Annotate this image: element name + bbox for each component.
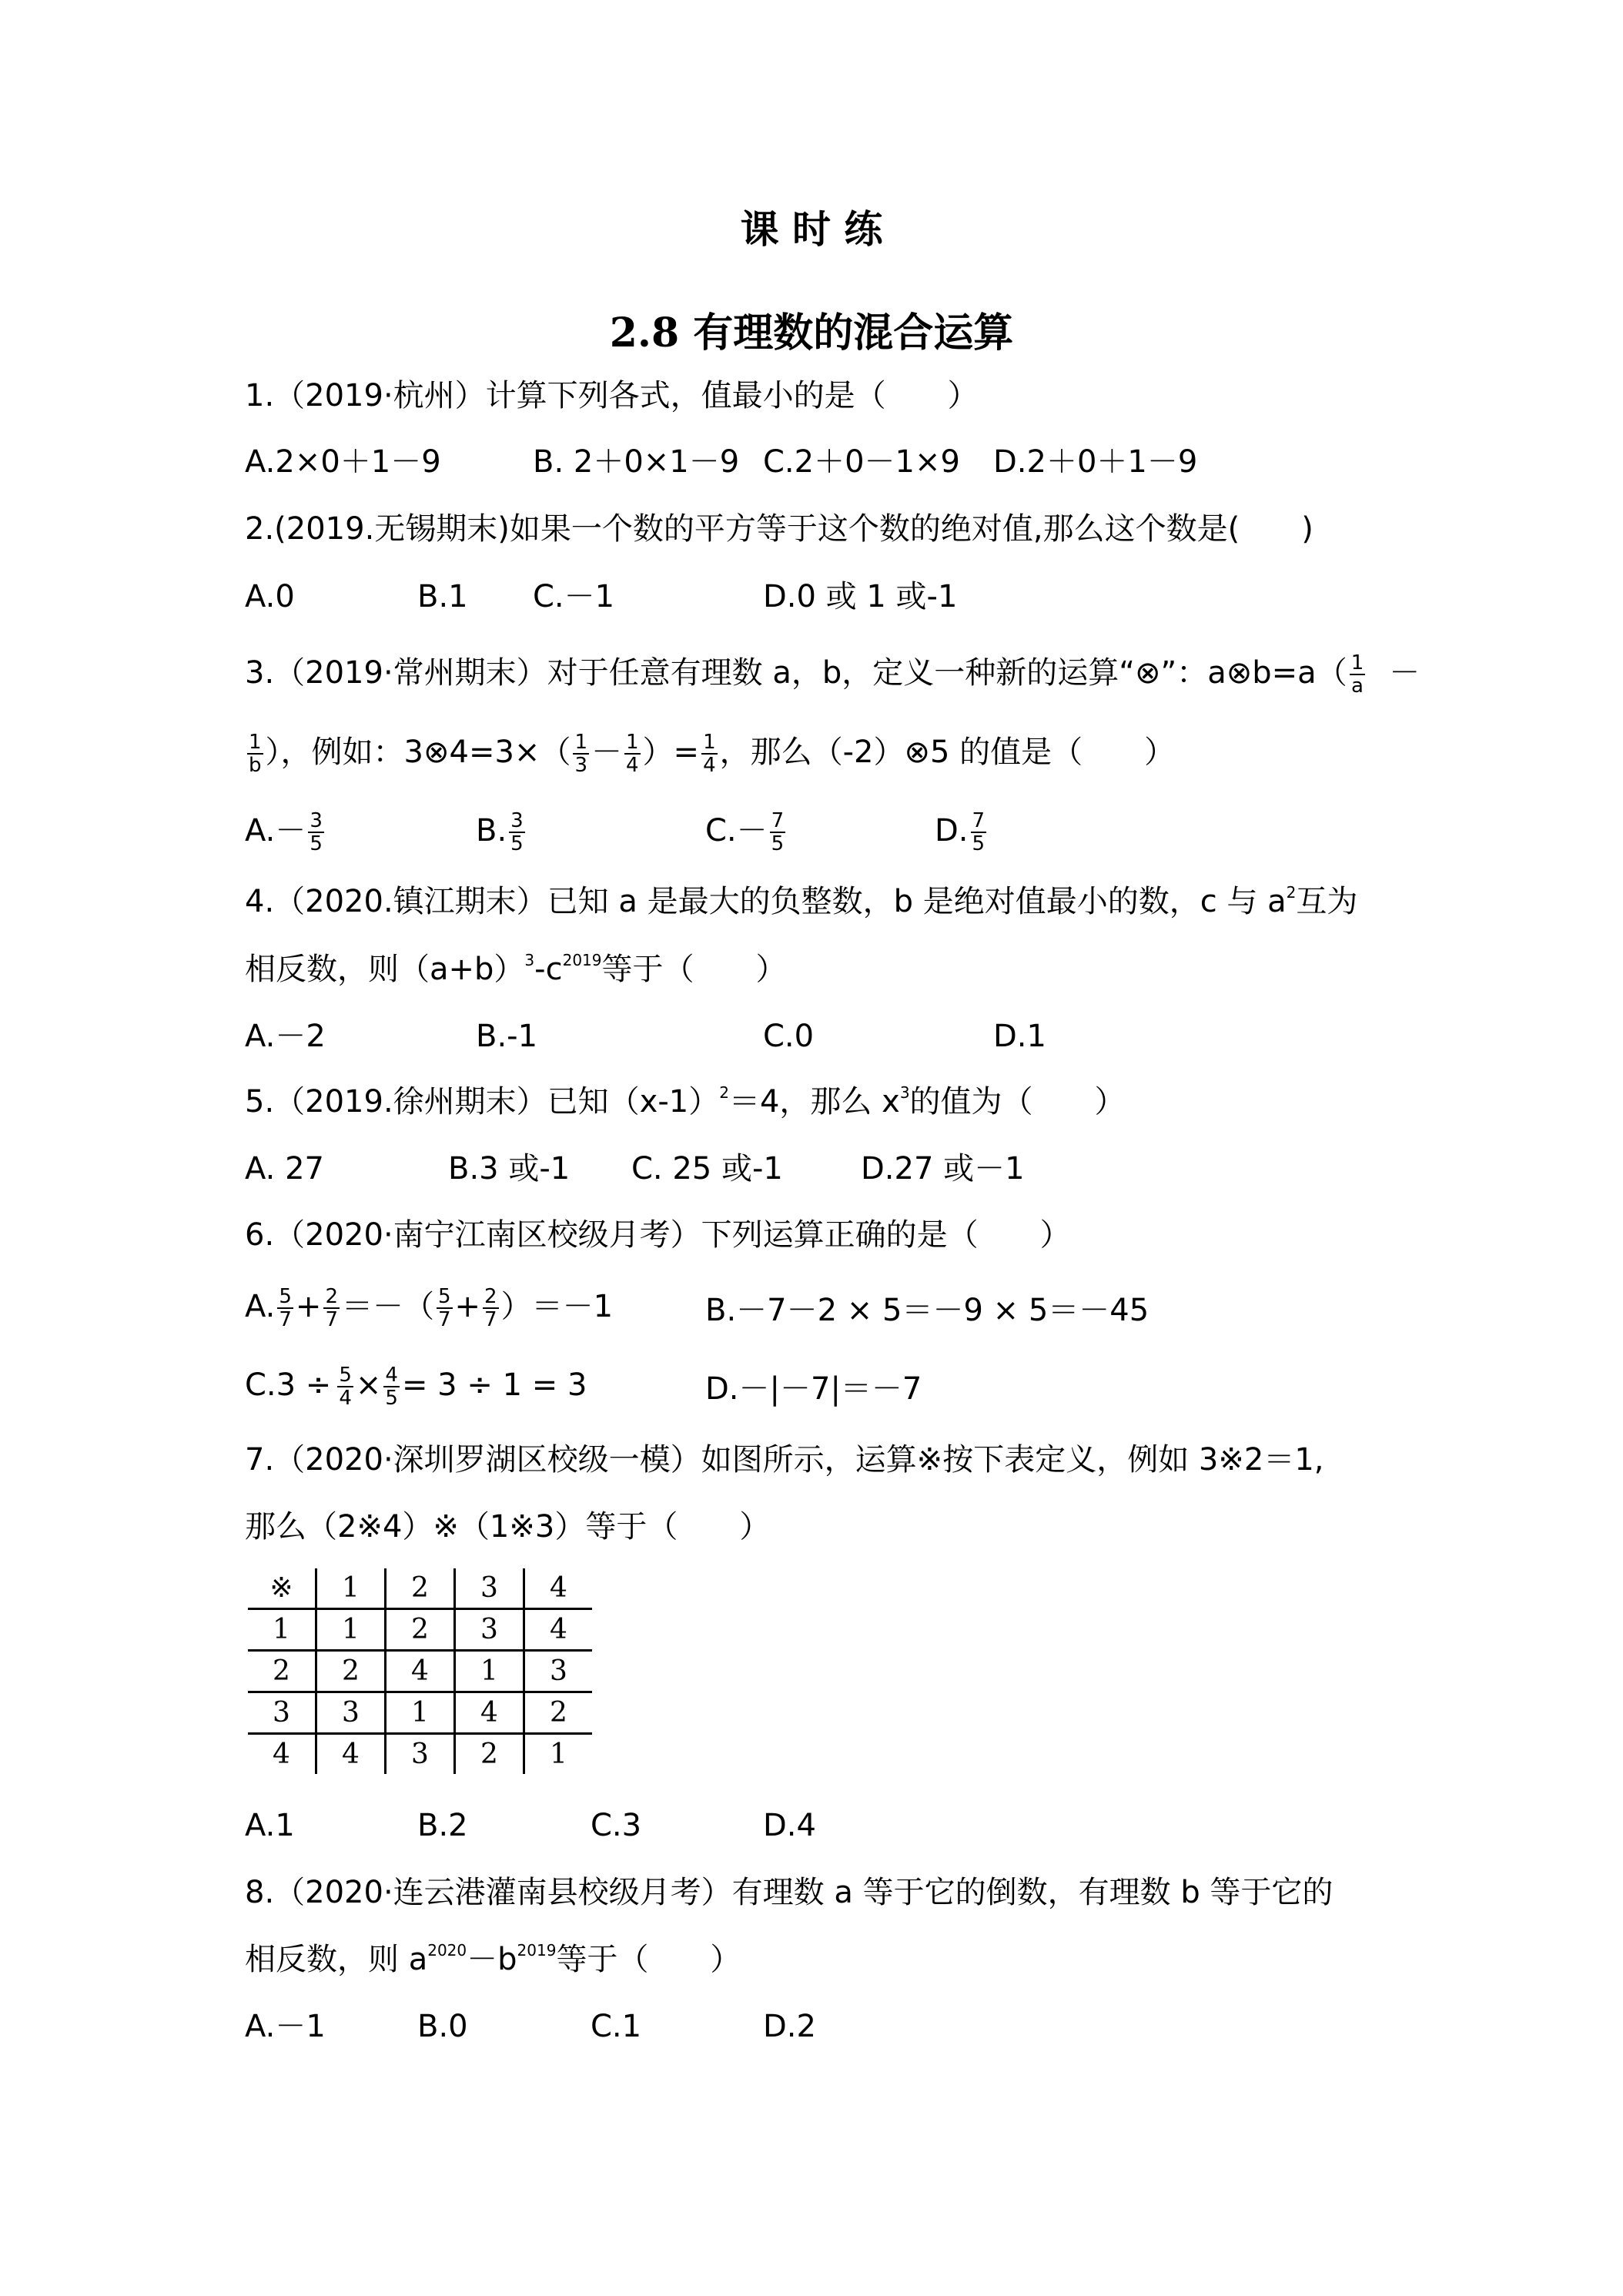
q5-option-b: B.3 或-1	[448, 1151, 571, 1186]
q3-option-c: C.－ $\frac{7}{5}$	[705, 809, 785, 855]
table-cell: 4	[316, 1734, 386, 1775]
question-6-stem: 6.（2020·南宁江南区校级月考）下列运算正确的是（ ）	[245, 1217, 1071, 1253]
table-row	[248, 1609, 592, 1651]
fraction: $\frac{1}{4}$	[626, 731, 639, 777]
question-7-stem-line1: 7.（2020·深圳罗湖区校级一模）如图所示，运算※按下表定义，例如 3※2＝1,	[245, 1442, 1324, 1478]
table-cell: 2	[386, 1609, 455, 1651]
q5-option-a: A. 27	[245, 1151, 324, 1186]
table-row	[248, 1734, 592, 1775]
table-cell: 4	[524, 1568, 593, 1609]
q4-option-c: C.0	[763, 1019, 815, 1054]
table-cell: 3	[386, 1734, 455, 1775]
q8-option-c: C.1	[591, 2009, 642, 2044]
q7-option-a: A.1	[245, 1808, 295, 1843]
q2-option-d: D.0 或 1 或-1	[763, 579, 958, 614]
q2-option-b: B.1	[417, 579, 468, 614]
table-cell: 3	[524, 1651, 593, 1692]
table-cell: 2	[386, 1568, 455, 1609]
fraction: $\frac{1}{4}$	[703, 731, 716, 777]
table-cell: 3	[455, 1568, 524, 1609]
question-5-stem: 5.（2019.徐州期末）已知$(x-1)^2=4$，那么 $x^3$的值为（ ）	[245, 1083, 1126, 1120]
question-3-stem-line2: $\frac{1}{b}$ ），例如：3⊗4=3×（ $\frac{1}{3}$ － $\frac{1}{4}$ ）= $\frac{1}{4}$ ，那么（-2）⊗5 的值是（ ）	[249, 731, 1176, 777]
table-cell: 1	[550, 1739, 567, 1770]
table-cell: 3	[455, 1609, 524, 1651]
q6-option-b: B.－7－2 × 5＝－9 × 5＝－45	[705, 1293, 1149, 1328]
table-cell: 4	[248, 1734, 316, 1775]
question-1-stem: 1.（2019·杭州）计算下列各式，值最小的是（ ）	[245, 378, 979, 413]
operation-table	[248, 1568, 592, 1774]
q2-option-c: C.－1	[533, 579, 615, 614]
fraction: $\frac{1}{3}$	[574, 731, 587, 777]
table-cell: 3	[316, 1692, 386, 1734]
table-cell: 2	[455, 1734, 524, 1775]
q6-option-c: C.3 ÷ $\frac{5}{4}$ × $\frac{4}{5}$ = 3 ÷ 1 = 3	[245, 1364, 587, 1410]
q8-option-d: D.2	[763, 2009, 816, 2044]
q6-option-d: D.－|－7|＝－7	[705, 1371, 922, 1407]
table-cell: 4	[386, 1651, 455, 1692]
table-cell: 3	[248, 1692, 316, 1734]
table-cell: 1	[316, 1609, 386, 1651]
table-cell: 2	[524, 1692, 593, 1734]
question-4-stem-line2: 相反数，则$(a+b)^3-c^{2019}$等于（ ）	[245, 951, 787, 987]
question-2-stem: 2.(2019.无锡期末)如果一个数的平方等于这个数的绝对值,那么这个数是( )	[245, 511, 1313, 547]
table-cell: 4	[524, 1609, 593, 1651]
question-4-stem-line1: 4.（2020.镇江期末）已知 a 是最大的负整数，b 是绝对值最小的数，c 与 $a^2$互为	[245, 883, 1358, 919]
q1-option-c: C.2＋0－1×9	[763, 444, 960, 480]
q1-option-d: D.2＋0＋1－9	[993, 444, 1198, 480]
table-row	[248, 1692, 592, 1734]
q7-option-c: C.3	[591, 1808, 642, 1843]
q1-option-b: B. 2＋0×1－9	[533, 444, 740, 480]
table-cell: 2	[248, 1651, 316, 1692]
q7-option-b: B.2	[417, 1808, 468, 1843]
question-3-stem-line1: 3.（2019·常州期末）对于任意有理数 a，b，定义一种新的运算“⊗”：a⊗b=a（ $\frac{1}{a}$ －	[245, 651, 1421, 698]
table-header-row	[248, 1568, 592, 1609]
question-7-stem-line2: 那么（2※4）※（1※3）等于（ ）	[245, 1509, 771, 1545]
table-cell: 2	[316, 1651, 386, 1692]
q3-option-a: A.－ $\frac{3}{5}$	[245, 809, 323, 855]
q5-option-c: C. 25 或-1	[631, 1151, 783, 1186]
q4-option-d: D.1	[993, 1019, 1046, 1054]
q1-option-a: A.2×0＋1－9	[245, 444, 441, 480]
table-cell: 1	[455, 1651, 524, 1692]
q7-option-d: D.4	[763, 1808, 816, 1843]
q4-option-a: A.－2	[245, 1019, 326, 1054]
section-title: 2.8 有理数的混合运算	[609, 310, 1014, 356]
q5-option-d: D.27 或－1	[861, 1151, 1025, 1186]
page-title: 课 时 练	[740, 206, 883, 252]
fraction: $\frac{1}{a}$	[1350, 651, 1364, 698]
table-row	[248, 1651, 592, 1692]
question-8-stem-line1: 8.（2020·连云港灌南县校级月考）有理数 a 等于它的倒数，有理数 b 等于它的	[245, 1875, 1334, 1910]
q8-option-b: B.0	[417, 2009, 468, 2044]
table-cell: 1	[248, 1609, 316, 1651]
table-cell: 1	[386, 1692, 455, 1734]
question-8-stem-line2: 相反数，则 $a^{2020}-b^{2019}$等于（ ）	[245, 1941, 741, 1977]
table-cell: ※	[248, 1568, 316, 1609]
q4-option-b: B.-1	[476, 1019, 538, 1054]
q3-option-b: B. $\frac{3}{5}$	[476, 809, 524, 855]
q2-option-a: A.0	[245, 579, 295, 614]
table-cell: 4	[455, 1692, 524, 1734]
q8-option-a: A.－1	[245, 2009, 326, 2044]
fraction: $\frac{1}{b}$	[249, 731, 262, 777]
table-cell: 1	[316, 1568, 386, 1609]
q3-option-d: D. $\frac{7}{5}$	[935, 809, 986, 855]
q6-option-a: A. $\frac{5}{7}$ + $\frac{2}{7}$ ＝－（ $\frac{5}{7}$ + $\frac{2}{7}$ ）＝－1	[245, 1285, 614, 1331]
